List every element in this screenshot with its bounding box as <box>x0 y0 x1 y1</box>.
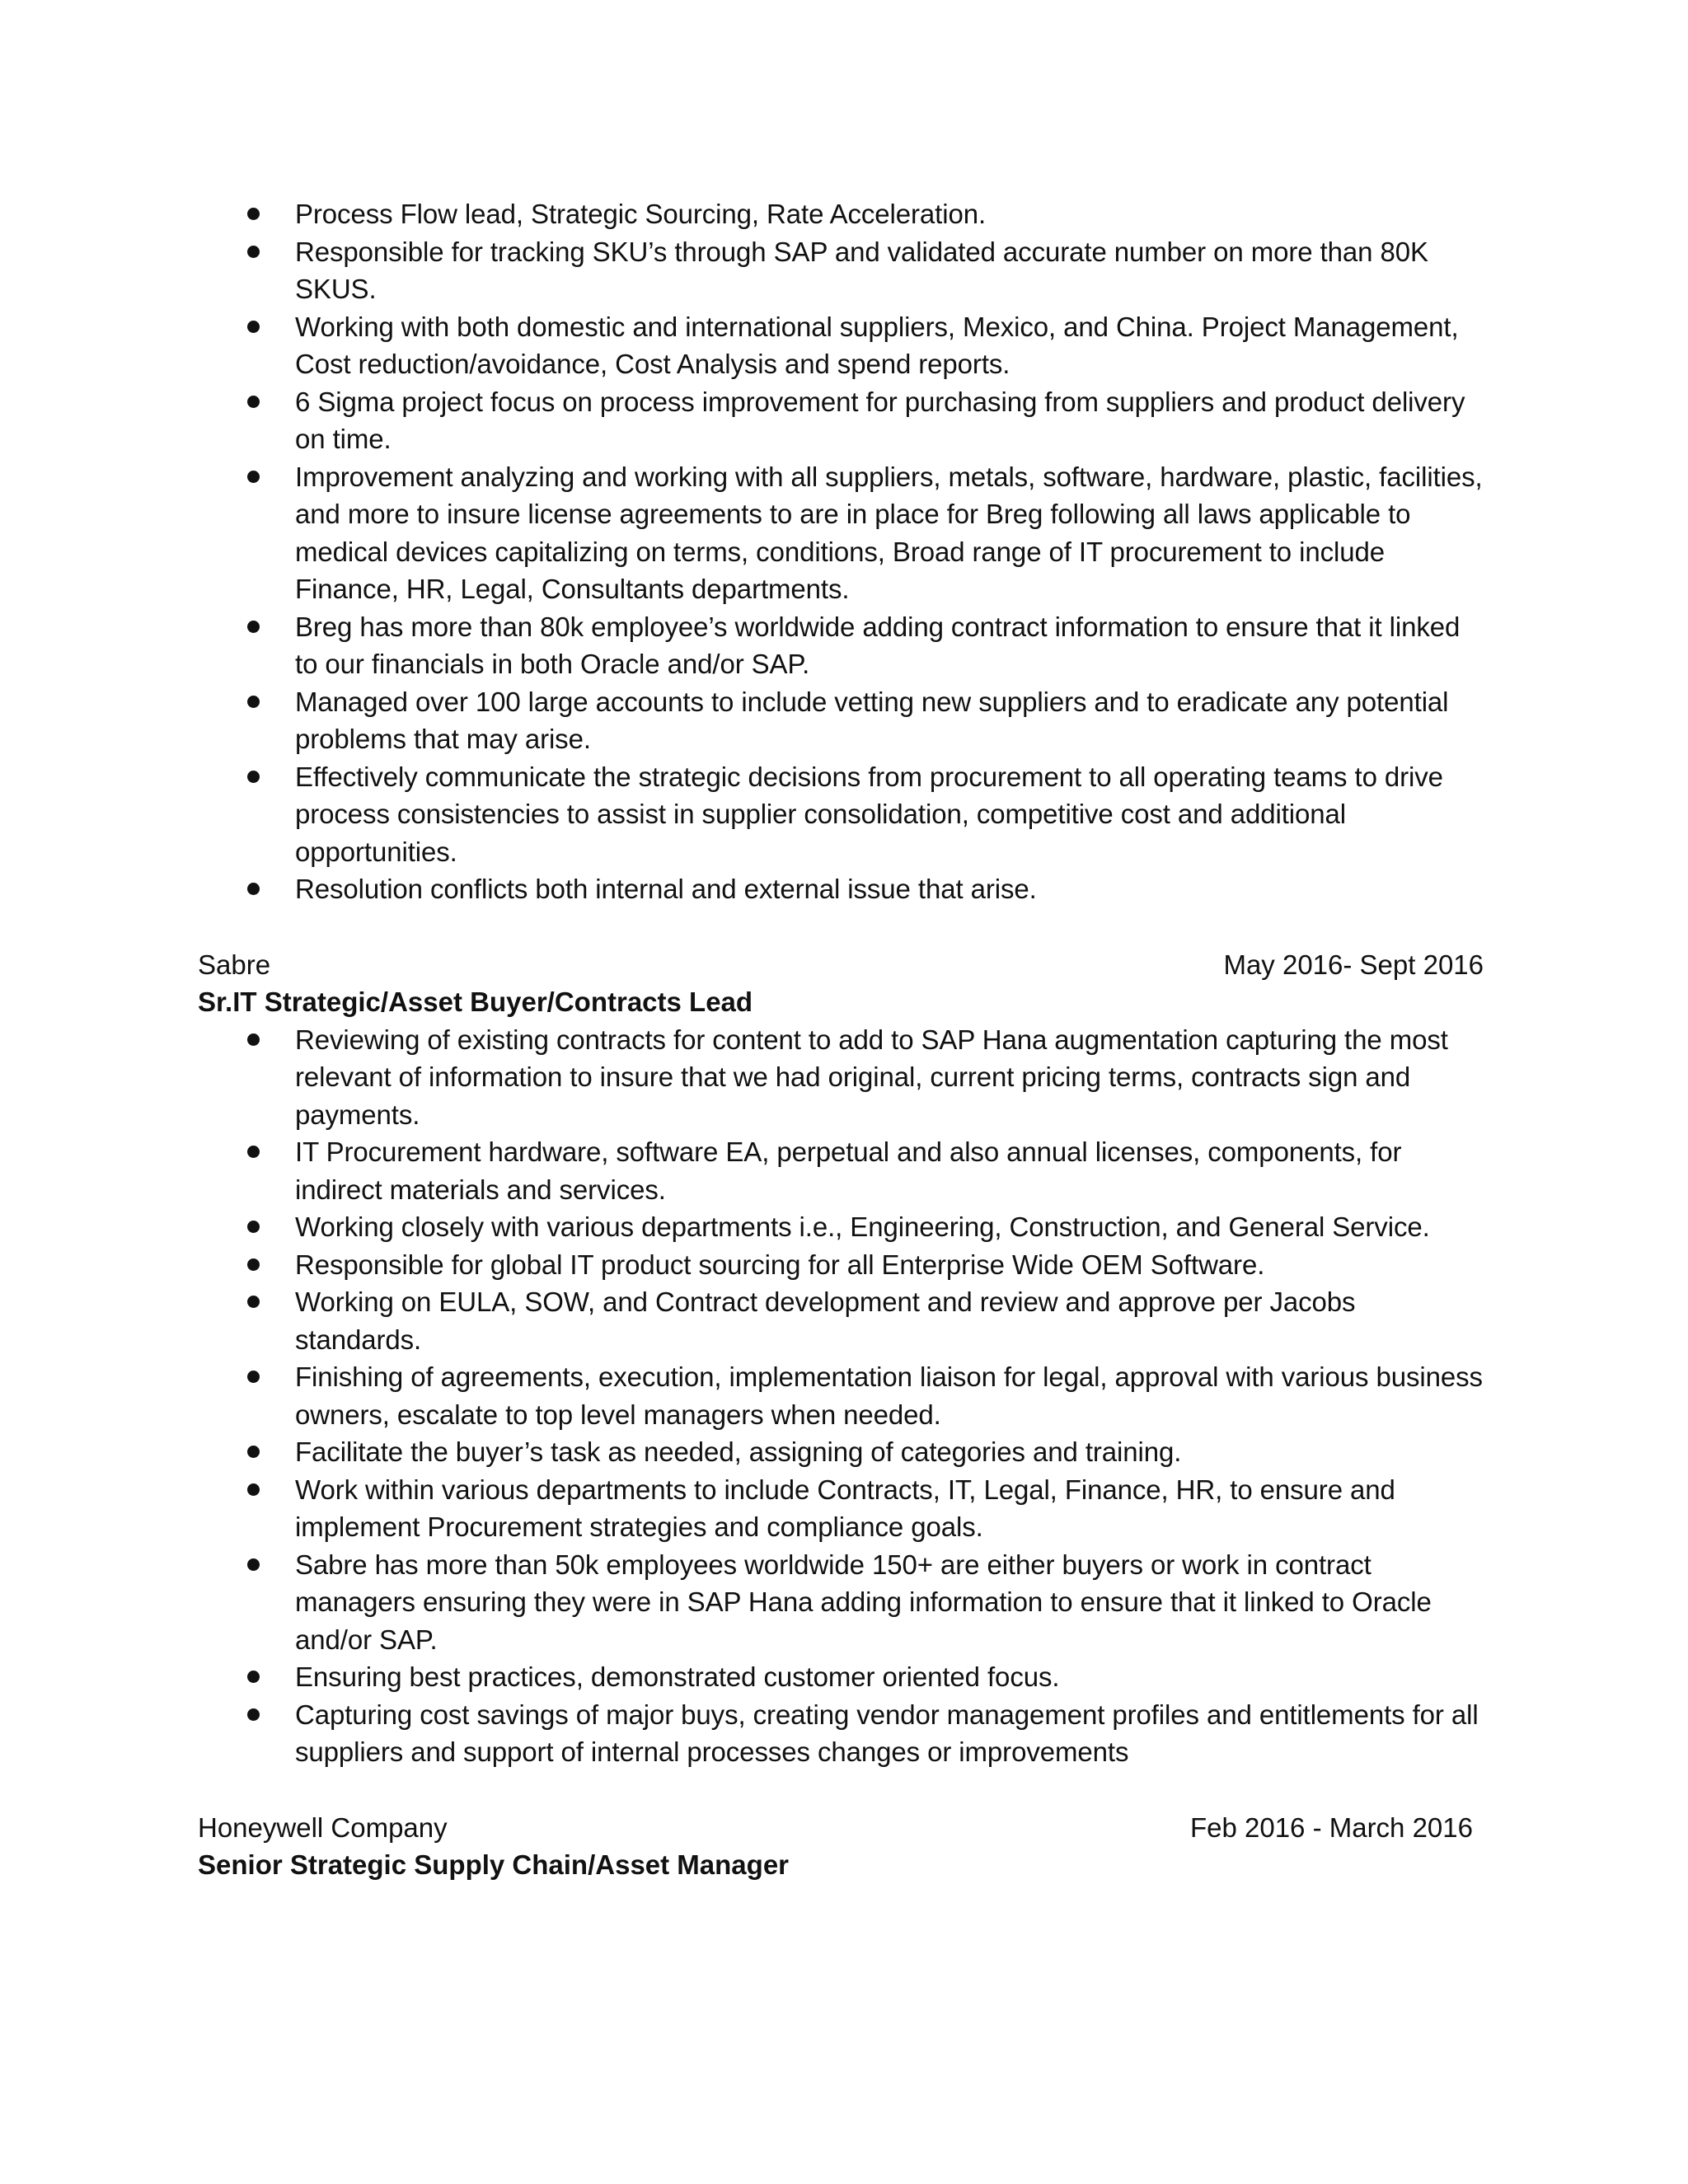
bullet-icon <box>247 1483 260 1496</box>
list-item: 6 Sigma project focus on process improvement for purchasing from suppliers and product delivery on time. <box>198 383 1484 458</box>
list-item: Working with both domestic and international suppliers, Mexico, and China. Project Management, Cost reduction/avoidance, Cost Analysis and spend reports. <box>198 308 1484 383</box>
company-name: Sabre <box>198 949 271 980</box>
list-item: Breg has more than 80k employee’s worldwide adding contract information to ensure that it linked to our financials in both Oracle and/or SAP. <box>198 608 1484 683</box>
list-item: Finishing of agreements, execution, implementation liaison for legal, approval with various business owners, escalate to top level managers when needed. <box>198 1358 1484 1433</box>
bullet-icon <box>247 1446 260 1458</box>
list-item: Working on EULA, SOW, and Contract development and review and approve per Jacobs standards. <box>198 1283 1484 1358</box>
employment-dates: Feb 2016 - March 2016 <box>1189 1811 1473 1843</box>
list-item: Process Flow lead, Strategic Sourcing, Rate Acceleration. <box>198 195 1484 233</box>
bullet-icon <box>247 883 260 895</box>
bullet-icon <box>247 1708 260 1721</box>
breg-bullet-list <box>198 195 1484 908</box>
list-item: Working closely with various departments i.e., Engineering, Construction, and General Service. <box>198 1208 1484 1246</box>
bullet-icon <box>247 321 260 333</box>
bullet-icon <box>247 696 260 708</box>
bullet-icon <box>247 246 260 258</box>
list-item: Reviewing of existing contracts for content to add to SAP Hana augmentation capturing the most relevant of information to insure that we had original, current pricing terms, contracts sign and payments. <box>198 1021 1484 1134</box>
bullet-icon <box>247 621 260 633</box>
list-item: Responsible for tracking SKU’s through SAP and validated accurate number on more than 80K SKUS. <box>198 233 1484 308</box>
list-item: Work within various departments to include Contracts, IT, Legal, Finance, HR, to ensure and implement Procurement strategies and compliance goals. <box>198 1471 1484 1546</box>
list-item: Ensuring best practices, demonstrated customer oriented focus. <box>198 1658 1484 1696</box>
list-item: Facilitate the buyer’s task as needed, assigning of categories and training. <box>198 1433 1484 1471</box>
employment-dates: May 2016- Sept 2016 <box>1223 949 1484 980</box>
job-title: Senior Strategic Supply Chain/Asset Manager <box>198 1849 790 1880</box>
section-spacer <box>198 1771 1484 1809</box>
list-item: IT Procurement hardware, software EA, perpetual and also annual licenses, components, for indirect materials and services. <box>198 1133 1484 1208</box>
list-item: Managed over 100 large accounts to include vetting new suppliers and to eradicate any potential problems that may arise. <box>198 683 1484 758</box>
bullet-icon <box>247 1296 260 1308</box>
resume-content <box>198 195 1484 1884</box>
list-item: Improvement analyzing and working with all suppliers, metals, software, hardware, plastic, facilities, and more to insure license agreements to are in place for Breg following all laws applicable to medical devices capitalizing on terms, conditions, Broad range of IT procurement to include Finance, HR, Legal, Consultants departments. <box>198 458 1484 608</box>
sabre-bullet-list <box>198 1021 1484 1771</box>
bullet-icon <box>247 1258 260 1271</box>
list-item: Effectively communicate the strategic decisions from procurement to all operating teams to drive process consistencies to assist in supplier consolidation, competitive cost and additional opportunities. <box>198 758 1484 871</box>
bullet-icon <box>247 1146 260 1158</box>
bullet-icon <box>247 771 260 783</box>
honeywell-job-header <box>198 1809 1484 1847</box>
list-item: Sabre has more than 50k employees worldwide 150+ are either buyers or work in contract managers ensuring they were in SAP Hana adding information to ensure that it linked to Oracle and/or SAP. <box>198 1546 1484 1659</box>
list-item: Responsible for global IT product sourcing for all Enterprise Wide OEM Software. <box>198 1246 1484 1284</box>
bullet-icon <box>247 1558 260 1571</box>
bullet-icon <box>247 1671 260 1683</box>
bullet-icon <box>247 1371 260 1383</box>
list-item: Resolution conflicts both internal and external issue that arise. <box>198 870 1484 908</box>
company-name: Honeywell Company <box>198 1811 448 1843</box>
bullet-icon <box>247 471 260 483</box>
bullet-icon <box>247 1033 260 1046</box>
bullet-icon <box>247 396 260 408</box>
job-title: Sr.IT Strategic/Asset Buyer/Contracts Lead <box>198 987 753 1017</box>
bullet-icon <box>247 1221 260 1233</box>
section-spacer <box>198 908 1484 946</box>
sabre-job-header <box>198 946 1484 984</box>
list-item: Capturing cost savings of major buys, creating vendor management profiles and entitlements for all suppliers and support of internal processes changes or improvements <box>198 1696 1484 1771</box>
bullet-icon <box>247 208 260 220</box>
